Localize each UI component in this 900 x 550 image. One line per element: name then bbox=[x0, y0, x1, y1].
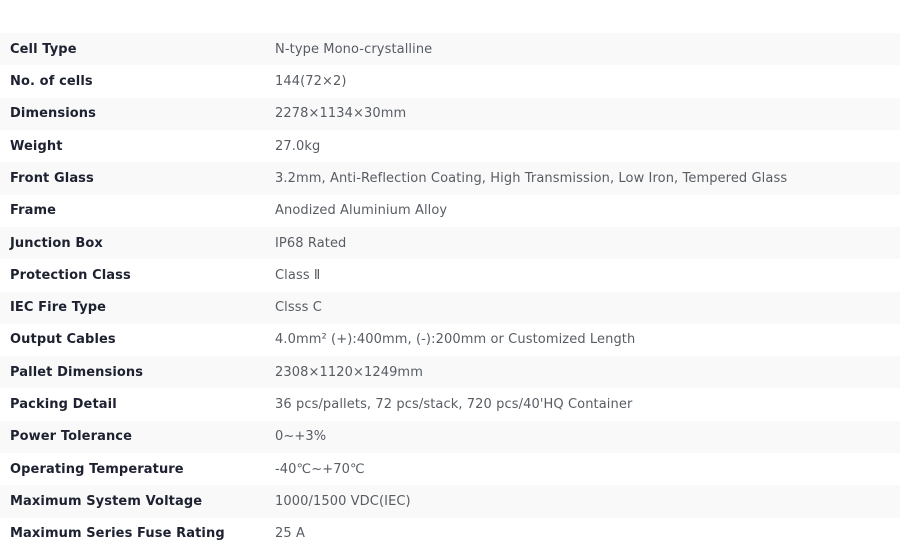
table-row bbox=[0, 33, 900, 65]
table-row bbox=[0, 195, 900, 227]
value-cell: Anodized Aluminium Alloy bbox=[275, 203, 448, 219]
item-cell: Frame bbox=[10, 203, 57, 219]
value-cell: 2308×1120×1249mm bbox=[275, 364, 423, 380]
table-row bbox=[0, 356, 900, 388]
value-cell: 2278×1134×30mm bbox=[275, 106, 407, 122]
item-cell: IEC Fire Type bbox=[10, 300, 107, 316]
table-row bbox=[0, 485, 900, 517]
item-cell: Maximum System Voltage bbox=[10, 494, 203, 510]
item-cell: Protection Class bbox=[10, 267, 131, 283]
table-row bbox=[0, 518, 900, 550]
item-cell: Maximum Series Fuse Rating bbox=[10, 526, 225, 542]
table-row bbox=[0, 130, 900, 162]
item-cell: Cell Type bbox=[10, 41, 77, 57]
item-cell: Dimensions bbox=[10, 106, 96, 122]
value-cell: 144(72×2) bbox=[275, 73, 347, 89]
value-cell: Class Ⅱ bbox=[275, 267, 321, 283]
item-cell: Junction Box bbox=[10, 235, 103, 251]
item-cell: Pallet Dimensions bbox=[10, 364, 144, 380]
table-row bbox=[0, 227, 900, 259]
column-header-value: Value bbox=[275, 8, 320, 25]
table-row bbox=[0, 162, 900, 194]
value-cell: IP68 Rated bbox=[275, 235, 347, 251]
value-cell: 25 A bbox=[275, 526, 305, 542]
value-cell: 36 pcs/pallets, 72 pcs/stack, 720 pcs/40'HQ Container bbox=[275, 397, 633, 413]
item-cell: Output Cables bbox=[10, 332, 116, 348]
value-cell: 4.0mm² (+):400mm, (-):200mm or Customized Length bbox=[275, 332, 636, 348]
table-row bbox=[0, 292, 900, 324]
item-cell: Packing Detail bbox=[10, 397, 117, 413]
item-cell: Power Tolerance bbox=[10, 429, 133, 445]
table-row bbox=[0, 453, 900, 485]
value-cell: 27.0kg bbox=[275, 138, 321, 154]
table-header-row bbox=[0, 0, 900, 33]
value-cell: Clsss C bbox=[275, 300, 322, 316]
value-cell: -40℃~+70℃ bbox=[275, 461, 365, 477]
value-cell: 0~+3% bbox=[275, 429, 327, 445]
table-row bbox=[0, 388, 900, 420]
item-cell: Operating Temperature bbox=[10, 461, 184, 477]
item-cell: Weight bbox=[10, 138, 63, 154]
item-cell: Front Glass bbox=[10, 170, 94, 186]
value-cell: 3.2mm, Anti-Reflection Coating, High Transmission, Low Iron, Tempered Glass bbox=[275, 170, 788, 186]
column-header-item: Item bbox=[10, 8, 47, 25]
item-cell: No. of cells bbox=[10, 73, 93, 89]
value-cell: N-type Mono-crystalline bbox=[275, 41, 433, 57]
value-cell: 1000/1500 VDC(IEC) bbox=[275, 494, 411, 510]
table-row bbox=[0, 259, 900, 291]
table-row bbox=[0, 421, 900, 453]
table-row bbox=[0, 98, 900, 130]
table-row bbox=[0, 65, 900, 97]
table-row bbox=[0, 324, 900, 356]
